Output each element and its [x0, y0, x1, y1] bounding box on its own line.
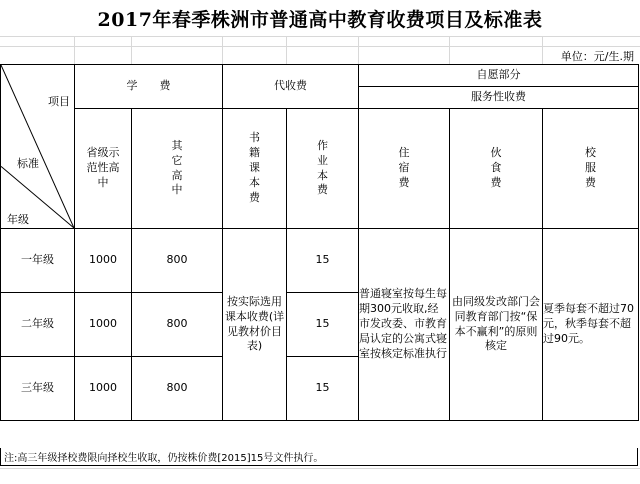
grid-line	[222, 36, 223, 64]
service-header: 服务性收费	[359, 87, 639, 109]
col-provincial-label: 省级示范性高中	[86, 146, 120, 189]
grid-line	[0, 468, 640, 469]
diagonal-line	[1, 65, 74, 228]
col-other-header	[132, 109, 223, 229]
workbook-fee-cell: 15	[287, 229, 359, 293]
col-workbook-header	[287, 109, 359, 229]
grid-line	[286, 36, 287, 64]
unit-label: 单位：元/生.期	[560, 50, 634, 63]
diagonal-lines	[1, 65, 74, 228]
other-fee-cell: 800	[132, 229, 223, 293]
uniform-note-cell: 夏季每套不超过70元，秋季每套不超过90元。	[543, 229, 639, 421]
grid-line	[74, 36, 75, 64]
grid-line	[0, 46, 640, 47]
grade-label: 年级	[7, 213, 29, 226]
grade-cell: 三年级	[1, 357, 75, 421]
meal-note-cell: 由同级发改部门会同教育部门按“保本不赢利”的原则核定	[450, 229, 543, 421]
tuition-header: 学 费	[75, 65, 223, 109]
col-meal-header	[450, 109, 543, 229]
agency-header: 代收费	[223, 65, 359, 109]
col-dorm-header	[359, 109, 450, 229]
workbook-fee-cell: 15	[287, 293, 359, 357]
provincial-fee-cell: 1000	[75, 229, 132, 293]
other-fee-cell: 800	[132, 357, 223, 421]
grid-line	[542, 36, 543, 64]
col-provincial-header	[75, 109, 132, 229]
col-workbook-label: 作业本费	[317, 138, 328, 197]
page-title: 2017年春季株洲市普通高中教育收费项目及标准表	[97, 8, 543, 31]
fee-table	[0, 64, 639, 421]
col-textbook-header	[223, 109, 287, 229]
grid-line	[449, 36, 450, 64]
grade-cell: 一年级	[1, 229, 75, 293]
grid-line	[131, 36, 132, 64]
workbook-fee-cell: 15	[287, 357, 359, 421]
voluntary-header: 自愿部分	[359, 65, 639, 87]
footer-note: 注:高三年级择校费限向择校生收取，仍按株价费[2015]15号文件执行。	[0, 448, 638, 466]
col-textbook-label: 书籍课本费	[249, 131, 260, 204]
textbook-note-cell: 按实际选用课本收费(详见教材价目表)	[223, 229, 287, 421]
grid-line	[0, 36, 640, 37]
item-label: 项目	[48, 95, 70, 108]
grade-cell: 二年级	[1, 293, 75, 357]
header-diagonal-cell	[1, 65, 75, 229]
standard-label: 标准	[17, 157, 39, 170]
provincial-fee-cell: 1000	[75, 357, 132, 421]
provincial-fee-cell: 1000	[75, 293, 132, 357]
col-meal-label: 伙食费	[490, 146, 502, 189]
col-dorm-label: 住宿费	[398, 146, 410, 189]
other-fee-cell: 800	[132, 293, 223, 357]
grid-line	[358, 36, 359, 64]
col-uniform-header	[543, 109, 639, 229]
col-uniform-label: 校服费	[585, 146, 596, 189]
table-row	[1, 229, 639, 293]
col-other-label: 其它高中	[171, 138, 183, 197]
dorm-note-cell: 普通寝室按每生每期300元收取,经市发改委、市教育局认定的公寓式寝室按核定标准执行	[359, 229, 450, 421]
